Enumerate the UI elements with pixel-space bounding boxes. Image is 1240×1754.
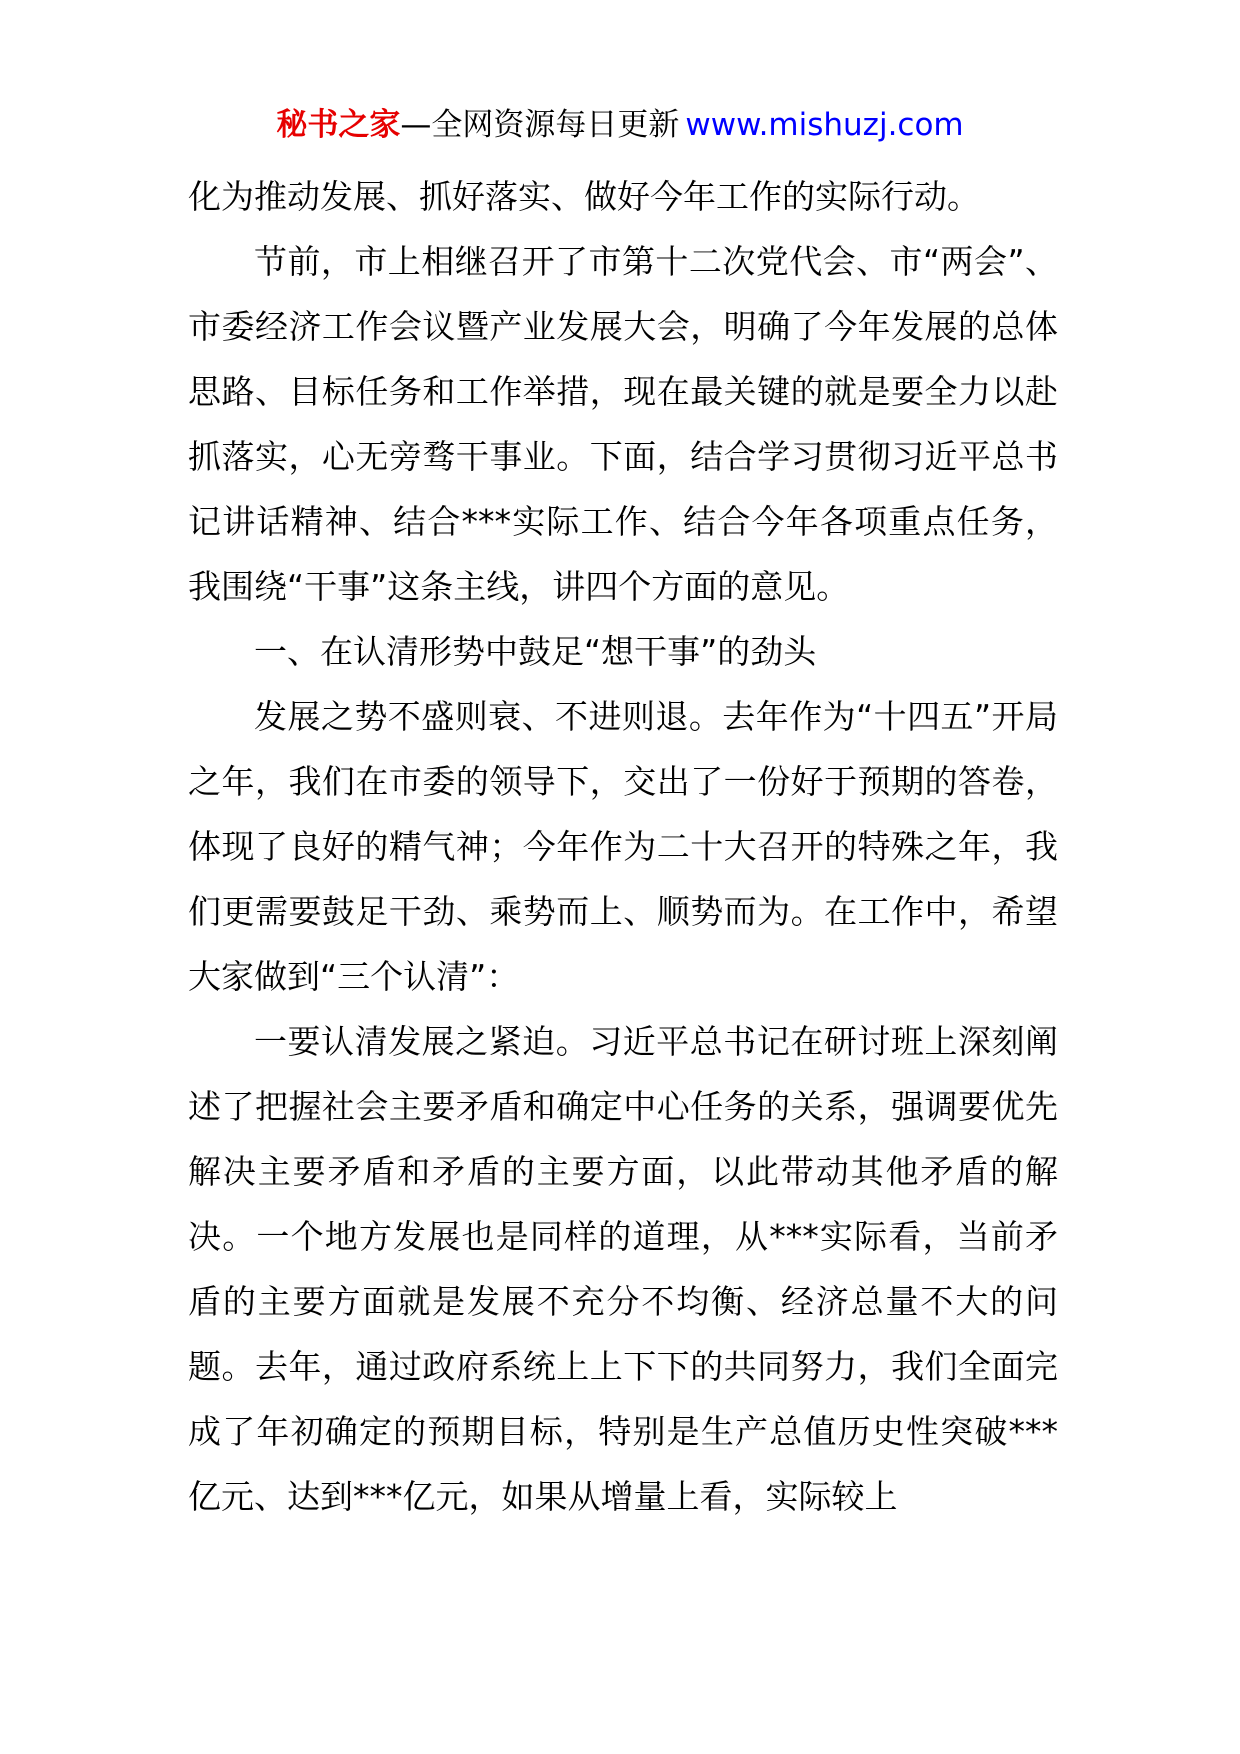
site-slogan: —全网资源每日更新 (400, 107, 680, 143)
document-body (188, 164, 1058, 1529)
site-brand: 秘书之家 (276, 107, 401, 143)
section-heading-1: 一、在认清形势中鼓足“想干事”的劲头 (254, 632, 817, 671)
site-url-link[interactable]: www.mishuzj.com (685, 107, 964, 143)
paragraph-urgency: 一要认清发展之紧迫。习近平总书记在研讨班上深刻阐述了把握社会主要矛盾和确定中心任务的关系，强调要优先解决主要矛盾和矛盾的主要方面，以此带动其他矛盾的解决。一个地方发展也是同样的道理，从***实际看，当前矛盾的主要方面就是发展不充分不均衡、经济总量不大的问题。去年，通过政府系统上上下下的共同努力，我们全面完成了年初确定的预期目标，特别是生产总值历史性突破***亿元、达到***亿元，如果从增量上看，实际较上 (188, 1022, 1058, 1516)
paragraph-intro: 节前，市上相继召开了市第十二次党代会、市“两会”、市委经济工作会议暨产业发展大会，明确了今年发展的总体思路、目标任务和工作举措，现在最关键的就是要全力以赴抓落实，心无旁骛干事业。下面，结合学习贯彻习近平总书记讲话精神、结合***实际工作、结合今年各项重点任务，我围绕“干事”这条主线，讲四个方面的意见。 (188, 242, 1058, 606)
paragraph-situation: 发展之势不盛则衰、不进则退。去年作为“十四五”开局之年，我们在市委的领导下，交出了一份好于预期的答卷，体现了良好的精气神；今年作为二十大召开的特殊之年，我们更需要鼓足干劲、乘势而上、顺势而为。在工作中，希望大家做到“三个认清”： (188, 697, 1058, 996)
site-watermark-header (0, 100, 1240, 150)
paragraph-continuation: 化为推动发展、抓好落实、做好今年工作的实际行动。 (188, 177, 980, 216)
